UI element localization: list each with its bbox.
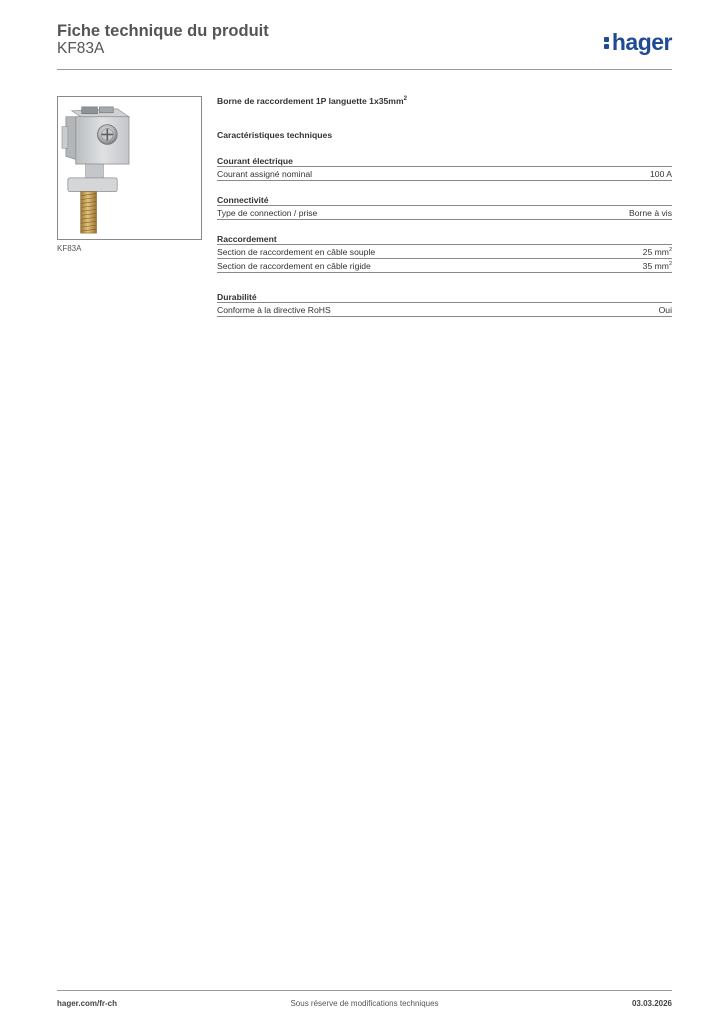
spec-value [643, 261, 672, 271]
product-name-superscript: 2 [403, 96, 407, 103]
page-footer [57, 990, 672, 1015]
product-name-text: Borne de raccordement 1P languette 1x35mm [217, 96, 404, 106]
spec-group-raccordement [217, 233, 672, 273]
product-reference: KF83A [57, 40, 105, 57]
logo-colon-icon [604, 34, 611, 50]
footer-date: 03.03.2026 [631, 999, 672, 1008]
spec-row [217, 303, 672, 317]
spec-value-superscript: 2 [668, 246, 672, 253]
terminal-clamp-product-photo-icon [58, 97, 201, 239]
spec-group-connectivite [217, 194, 672, 220]
spec-row [217, 259, 672, 273]
spec-value: Oui [658, 304, 672, 315]
specs-heading: Caractéristiques techniques [217, 130, 333, 140]
spec-label: Section de raccordement en câble rigide [217, 260, 371, 271]
spec-label: Courant assigné nominal [217, 168, 313, 179]
document-title: Fiche technique du produit [57, 22, 269, 40]
image-caption: KF83A [57, 244, 82, 253]
product-name [217, 96, 407, 106]
spec-row [217, 206, 672, 220]
spec-value-text: 35 mm [642, 260, 669, 271]
group-title: Courant électrique [217, 155, 672, 167]
spec-group-courant [217, 155, 672, 181]
logo-text: hager [611, 28, 672, 55]
spec-label: Conforme à la directive RoHS [217, 304, 331, 315]
group-title: Raccordement [217, 233, 672, 245]
spec-label: Type de connection / prise [217, 207, 318, 218]
spec-row [217, 245, 672, 259]
product-image [57, 96, 202, 240]
spec-label: Section de raccordement en câble souple [217, 246, 376, 257]
group-title: Connectivité [217, 194, 672, 206]
spec-value: Borne à vis [629, 207, 672, 218]
hager-logo [604, 26, 672, 58]
spec-group-durabilite [217, 291, 672, 317]
page-header [57, 20, 672, 70]
spec-value [643, 247, 672, 257]
spec-value-superscript: 2 [668, 260, 672, 267]
footer-disclaimer: Sous réserve de modifications techniques [290, 999, 439, 1008]
footer-website-link[interactable]: hager.com/fr-ch [57, 999, 118, 1008]
spec-value: 100 A [650, 168, 672, 179]
group-title: Durabilité [217, 291, 672, 303]
spec-value-text: 25 mm [642, 246, 669, 257]
spec-row [217, 167, 672, 181]
